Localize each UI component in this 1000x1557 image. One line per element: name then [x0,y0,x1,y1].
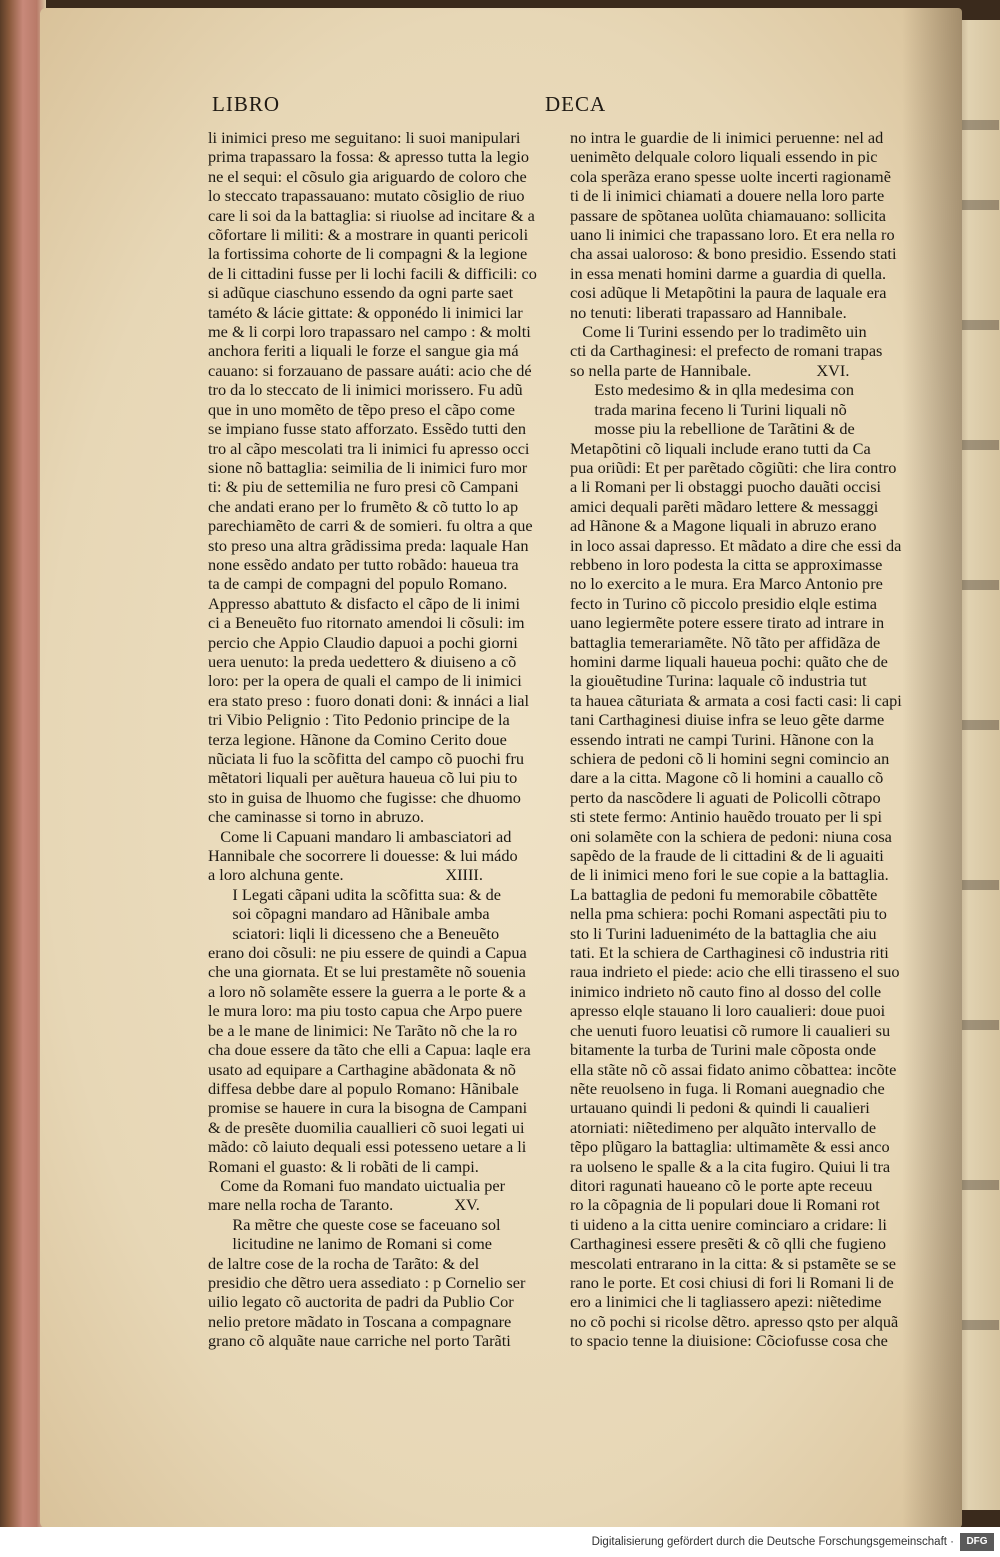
text-line: presidio che dẽtro uera assediato : p Cornelio ser [208,1272,526,1292]
text-column-left [208,128,558,1351]
text-line: uenimẽto delquale coloro liquali essendo in pic [570,147,878,167]
text-line: tro da lo steccato de li inimici morissero. Fu adũ [208,380,523,400]
text-line: pua oriũdi: Et per parẽtado cõgiũti: che lira contro [570,457,897,477]
text-line: no cõ pochi si ricolse dẽtro. apresso qsto per alquã [570,1311,899,1331]
text-line: ditori ragunati haueano cõ le porte apte receuu [570,1175,873,1195]
text-line: I Legati cãpani udita la scõfitta sua: & de [208,884,501,904]
text-line: Come li Turini essendo per lo tradimẽto uin [570,322,867,342]
text-line: li inimici preso me seguitano: li suoi manipulari [208,128,521,147]
text-line: che una giornata. Et se lui prestamẽte nõ souenia [208,962,526,982]
text-line: mare nella rocha de Taranto. XV. [208,1195,480,1215]
text-line: sto li Turini ladueniméto de la battaglia che aiu [570,923,877,943]
text-line: La battaglia de pedoni fu memorabile cõbattẽte [570,884,878,904]
text-line: a loro nõ solamẽte essere la guerra a le porte & a [208,981,526,1001]
text-line: diffesa debbe dare al populo Romano: Hãnibale [208,1078,519,1098]
text-line: ne el sequi: el cõsulo gia ariguardo de coloro che [208,166,527,186]
text-line: battaglia temerariamẽte. Nõ tãto per affidãza de [570,632,881,652]
text-line: cha doue essere da tãto che elli a Capua: laqle era [208,1040,531,1060]
text-line: bitamente la turba de Turini male cõposta onde [570,1040,877,1060]
dfg-logo-icon: DFG [960,1533,994,1551]
text-line: sti stete fermo: Antinio hauẽdo trouato per li spi [570,807,882,827]
text-line: la giouẽtudine Turina: laquale cõ industria tut [570,671,867,691]
text-line: ci a Beneuẽto fuo ritornato amendoi li cõsuli: im [208,613,525,633]
text-line: & de presẽte duomilia cauallieri cõ suoi legati ui [208,1117,525,1137]
text-line: de laltre cose de la rocha de Tarãto: & del [208,1253,480,1273]
text-line: nẽte reuolseno in fuga. li Romani auegnadio che [570,1078,885,1098]
text-line: atorniati: niẽtedimeno per alquãto intervallo de [570,1117,877,1137]
text-line: Come li Capuani mandaro li ambasciatori ad [208,826,512,846]
text-line: rebbeno in loro podesta la citta se approximasse [570,554,883,574]
text-line: Ra mẽtre che queste cose se faceuano sol [208,1214,501,1234]
text-line: uilio legato cõ auctorita de padri da Publio Cor [208,1292,514,1312]
text-line: tati. Et la schiera de Carthaginesi cõ industria riti [570,943,889,963]
text-line: prima trapassaro la fossa: & apresso tutta la legio [208,147,530,167]
text-line: parechiamẽto de carri & de somieri. fu oltra a que [208,516,533,536]
text-line: fecto in Turino cõ piccolo presidio elqle estima [570,593,878,613]
text-line: tri Vibio Pelignio : Tito Pedonio principe de la [208,710,510,730]
text-line: tẽpo plũgaro la battaglia: ultimamẽte & essi anco [570,1137,890,1157]
text-line: in essa menati homini darme a guardia di quella. [570,263,887,283]
text-line: que in uno momẽto de tẽpo preso el cãpo come [208,399,515,419]
text-line: a li Romani per li obstaggi puocho dauãti occisi [570,477,882,497]
text-line: Carthaginesi essere presẽti & cõ qlli che fugieno [570,1234,887,1254]
text-line: la fortissima cohorte de li compagni & la legione [208,244,528,264]
text-line: sapẽdo de la fraude de li cittadini & de li aguaiti [570,846,884,866]
text-line: ta de campi de compagni del populo Romano. [208,574,508,594]
text-line: nelio pretore mãdato in Toscana a compagnare [208,1311,512,1331]
text-line: be a le mane de linimici: Ne Tarãto nõ che la ro [208,1020,518,1040]
text-line: erano doi cõsuli: ne piu essere de quindi a Capua [208,943,527,963]
text-line: uano legiermẽte potere essere tirato ad intrare in [570,613,885,633]
text-line: che caminasse si torno in abruzo. [208,807,425,827]
text-line: sciatori: liqli li dicesseno che a Beneuẽto [208,923,500,943]
text-line: cola sperãza erano spesse uolte incerti ragionamẽ [570,166,891,186]
text-line: urtauano quindi li pedoni & quindi li caualieri [570,1098,870,1118]
text-line: amici dequali parẽti mãdaro lettere & messaggi [570,496,879,516]
text-line: dare a la citta. Magone cõ li homini a cauallo cõ [570,768,884,788]
text-line: si adũque ciaschuno essendo da ogni parte saet [208,283,514,303]
text-line: sione nõ battaglia: seimilia de li inimici furo mor [208,457,528,477]
text-line: licitudine ne lanimo de Romani si come [208,1234,492,1254]
text-line: cosi adũque li Metapõtini la paura de laquale era [570,283,887,303]
text-line: homini darme liquali haueua pochi: quãto che de [570,651,888,671]
funding-notice: Digitalisierung gefördert durch die Deutsche Forschungsgemeinschaft · [591,1536,954,1548]
text-line: mãdo: cõ laiuto dequali essi potesseno uetare a li [208,1137,527,1157]
text-line: to spacio tenne la diuisione: Cõciofusse cosa che [570,1331,888,1351]
running-head-right: DECA [545,92,607,116]
text-line: lo steccato trapassauano: mutato cõsiglio de riuo [208,186,525,206]
text-line: de li cittadini fusse per li lochi facili & difficili: co [208,263,537,283]
text-line: no tenuti: liberati trapassaro ad Hannibale. [570,302,847,322]
text-line: grano cõ alquãte naue carriche nel porto Tarãti [208,1331,511,1351]
text-line: Come da Romani fuo mandato uictualia per [208,1175,506,1195]
text-column-right [570,128,920,1351]
text-line: in loco assai dapresso. Et mãdato a dire che essi da [570,535,902,555]
text-line: nella pma schiera: pochi Romani aspectãti piu to [570,904,887,924]
text-line: sto in guisa de lhuomo che fugisse: che dhuomo [208,787,521,807]
text-line: essendo intrati ne campi Turini. Hãnone con la [570,729,874,749]
text-line: Metapõtini cõ liquali include erano tutti da Ca [570,438,871,458]
text-line: so nella parte de Hannibale. XVI. [570,360,850,380]
text-line: percio che Appio Claudio dapuoi a pochi giorni [208,632,518,652]
text-line: tani Carthaginesi diuise infra se leuo gẽte darme [570,710,885,730]
text-line: mosse piu la rebellione de Tarãtini & de [570,419,855,439]
text-line: care li soi da la battaglia: si riuolse ad incitare & a [208,205,535,225]
text-line: no lo exercito a le mura. Era Marco Antonio pre [570,574,883,594]
text-line: rano le porte. Et cosi chiusi di fori li Romani li de [570,1272,894,1292]
text-line: no intra le guardie de li inimici peruenne: nel ad [570,128,884,147]
text-line: a loro alchuna gente. XIIII. [208,865,483,885]
text-line: loro: per la opera de quali el campo de li inimici [208,671,522,691]
text-line: schiera de pedoni cõ li homini segni comincio an [570,749,890,768]
text-line: uano li inimici che trapassano loro. Et era nella ro [570,225,895,245]
text-line: usato ad equipare a Carthagine abãdonata & nõ [208,1059,516,1079]
text-line: ti: & piu de settemilia ne furo presi cõ Campani [208,477,519,497]
text-line: ra uolseno le spalle & a la cita fugiro. Quiui li tra [570,1156,891,1176]
text-line: none essẽdo andato per tutto robãdo: haueua tra [208,554,519,574]
text-line: Romani el guasto: & li robãti de li campi. [208,1156,479,1176]
text-line: ti uideno a la citta uenire cominciaro a cridare: li [570,1214,887,1234]
text-line: ero a linimici che li tagliassero apezi: niẽtedime [570,1292,882,1312]
footer-bar [0,1527,1000,1557]
running-head-left: LIBRO [212,92,280,116]
text-line: era stato preso : fuoro donati doni: & innáci a lial [208,690,530,710]
text-line: Esto medesimo & in qlla medesima con [570,380,854,400]
text-line: cõfortare li militi: & a mostrare in quanti pericoli [208,225,529,245]
text-line: ta hauea cãturiata & armata a cosi facti casi: li capi [570,690,902,710]
text-line: ella stãte nõ cõ assai fidato animo cõbattea: incõte [570,1059,897,1079]
text-line: che andati erano per lo frumẽto & cõ tutto lo ap [208,496,519,516]
text-line: tro al cãpo mescolati tra li inimici fu apresso occi [208,438,530,458]
text-line: se impiano fusse stato afforzato. Essẽdo tutti den [208,419,527,439]
text-line: cti da Carthaginesi: el prefecto de romani trapas [570,341,883,361]
text-line: cha assai ualoroso: & bono presidio. Essendo stati [570,244,897,264]
text-line: anchora feriti a liquali le forze el sangue gia má [208,341,519,361]
text-line: ti de li inimici chiamati a douere nella loro parte [570,186,885,206]
text-line: ad Hãnone & a Magone liquali in abruzo erano [570,516,877,536]
text-line: le mura loro: ma piu tosto capua che Arpo puere [208,1001,523,1021]
text-line: soi cõpagni mandaro ad Hãnibale amba [208,904,490,924]
text-line: apresso elqle stauano li loro caualieri: doue puoi [570,1001,886,1021]
text-line: cauano: si forzauano de passare auáti: acio che dé [208,360,532,380]
text-line: nũciata li fuo la scõfitta del campo cõ puochi fru [208,749,525,768]
text-line: mẽtatori liquali per auẽtura haueua cõ lui piu to [208,768,518,788]
text-line: uera uenuto: la preda uedettero & diuiseno a cõ [208,651,517,671]
text-line: perto da nascõdere li aguati de Policolli cõtrapo [570,787,881,807]
text-line: passare de spõtanea uolũta chiamauano: sollicita [570,205,887,225]
text-line: Hannibale che socorrere li douesse: & lui mádo [208,846,518,866]
text-line: me & li corpi loro trapassaro nel campo : & molti [208,322,531,342]
text-line: trada marina feceno li Turini liquali nõ [570,399,847,419]
text-line: che uenuti fuoro leuatisi cõ rumore li caualieri su [570,1020,891,1040]
text-line: ro la cõpagnia de li populari doue li Romani rot [570,1195,880,1215]
text-line: mescolati entrarano in la citta: & si pstamẽte se se [570,1253,896,1273]
text-line: taméto & lácie gittate: & opponédo li inimici lar [208,302,523,322]
text-line: inimico indrieto nõ cauto fino al dosso del colle [570,981,882,1001]
text-line: sto preso una altra grãdissima preda: laquale Han [208,535,529,555]
text-line: raua indrieto el piede: acio che elli tirasseno el suo [570,962,900,982]
text-line: oni solamẽte con la schiera de pedoni: niuna cosa [570,826,892,846]
text-line: Appresso abattuto & disfacto el cãpo de li inimi [208,593,520,613]
text-line: terza legione. Hãnone da Comino Cerito doue [208,729,507,749]
text-line: promise se hauere in cura la bisogna de Campani [208,1098,528,1118]
text-line: de li inimici meno fori le sue copie a la battaglia. [570,865,889,885]
